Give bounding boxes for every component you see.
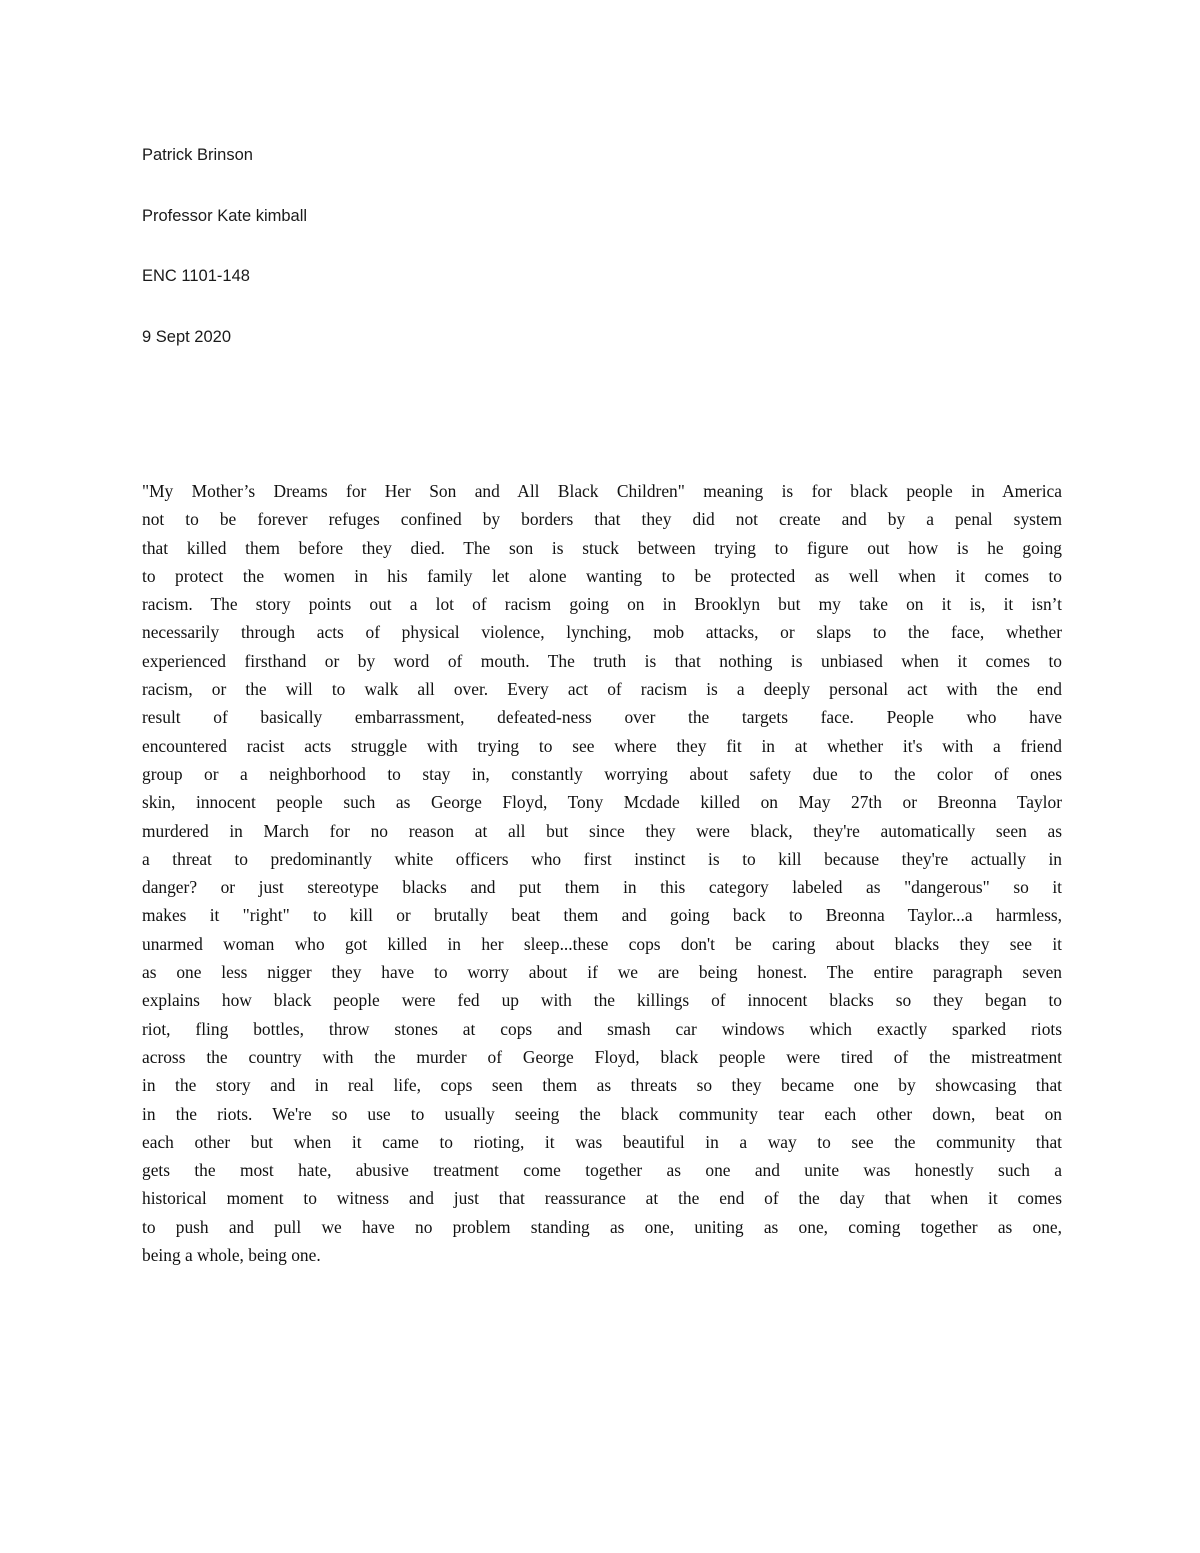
course-code: ENC 1101-148	[142, 267, 250, 285]
paragraph-line: gets the most hate, abusive treatment come together as one and unite was honestly such a	[142, 1160, 1062, 1181]
paragraph-line: group or a neighborhood to stay in, constantly worrying about safety due to the color of ones	[142, 763, 1062, 784]
paragraph-line: a threat to predominantly white officers who first instinct is to kill because they're actually in	[142, 848, 1062, 869]
essay-paragraph	[142, 477, 1062, 1269]
paragraph-line: racism, or the will to walk all over. Every act of racism is a deeply personal act with the end	[142, 679, 1062, 700]
paragraph-line: experienced firsthand or by word of mouth. The truth is that nothing is unbiased when it comes to	[142, 650, 1062, 671]
paragraph-line: that killed them before they died. The son is stuck between trying to figure out how is he going	[142, 537, 1062, 558]
paragraph-line: as one less nigger they have to worry about if we are being honest. The entire paragraph seven	[142, 962, 1062, 983]
paragraph-line: murdered in March for no reason at all but since they were black, they're automatically seen as	[142, 820, 1062, 841]
paragraph-line: makes it "right" to kill or brutally beat them and going back to Breonna Taylor...a harmless,	[142, 905, 1062, 926]
paragraph-line: to protect the women in his family let alone wanting to be protected as well when it comes to	[142, 565, 1062, 586]
paragraph-line: in the riots. We're so use to usually seeing the black community tear each other down, beat on	[142, 1103, 1062, 1124]
paragraph-line: riot, fling bottles, throw stones at cops and smash car windows which exactly sparked riots	[142, 1018, 1062, 1039]
paragraph-line: being a whole, being one.	[142, 1245, 321, 1266]
paragraph-line: result of basically embarrassment, defeated-ness over the targets face. People who have	[142, 707, 1062, 728]
paragraph-line: encountered racist acts struggle with trying to see where they fit in at whether it's with a friend	[142, 735, 1062, 756]
paragraph-line: necessarily through acts of physical violence, lynching, mob attacks, or slaps to the face, whether	[142, 622, 1062, 643]
paragraph-line: "My Mother’s Dreams for Her Son and All Black Children" meaning is for black people in America	[142, 481, 1062, 501]
heading-block	[142, 143, 742, 385]
essay-date: 9 Sept 2020	[142, 327, 231, 346]
paragraph-line: not to be forever refuges confined by borders that they did not create and by a penal system	[142, 509, 1062, 530]
paragraph-line: in the story and in real life, cops seen them as threats so they became one by showcasing that	[142, 1075, 1062, 1096]
paragraph-line: danger? or just stereotype blacks and put them in this category labeled as "dangerous" so it	[142, 877, 1062, 898]
professor-name: Professor Kate kimball	[142, 206, 308, 225]
author-name: Patrick Brinson	[142, 146, 253, 164]
paragraph-line: racism. The story points out a lot of racism going on in Brooklyn but my take on it is, it isn’t	[142, 594, 1062, 615]
paragraph-line: to push and pull we have no problem standing as one, uniting as one, coming together as one,	[142, 1216, 1062, 1237]
paragraph-line: explains how black people were fed up with the killings of innocent blacks so they began to	[142, 990, 1062, 1011]
paragraph-line: each other but when it came to rioting, it was beautiful in a way to see the community that	[142, 1131, 1062, 1152]
paragraph-line: skin, innocent people such as George Floyd, Tony Mcdade killed on May 27th or Breonna Taylor	[142, 792, 1062, 813]
paragraph-line: across the country with the murder of George Floyd, black people were tired of the mistreatment	[142, 1046, 1062, 1067]
paragraph-line: unarmed woman who got killed in her sleep...these cops don't be caring about blacks they see it	[142, 933, 1062, 954]
paragraph-line: historical moment to witness and just that reassurance at the end of the day that when it comes	[142, 1188, 1062, 1209]
